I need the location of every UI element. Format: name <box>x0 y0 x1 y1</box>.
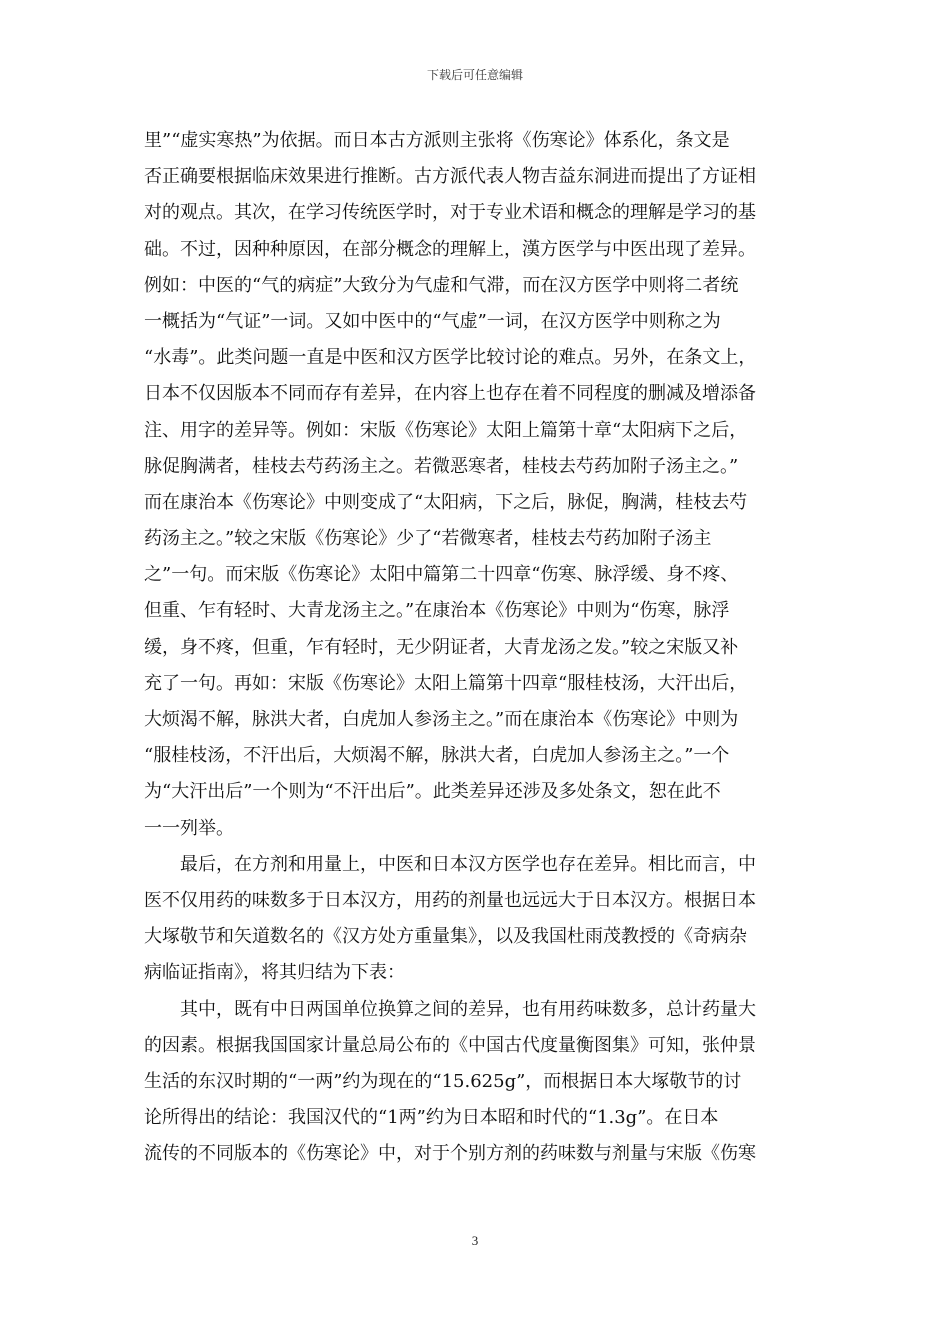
text-line: 的因素。根据我国国家计量总局公布的《中国古代度量衡图集》可知，张仲景 <box>144 1034 756 1056</box>
text-line: 论所得出的结论：我国汉代的“1两”约为日本昭和时代的“1.3g”。在日本 <box>144 1107 719 1129</box>
text-line: 其中，既有中日两国单位换算之间的差异，也有用药味数多，总计药量大 <box>180 998 756 1020</box>
text-line: 否正确要根据临床效果进行推断。古方派代表人物吉益东洞进而提出了方证相 <box>144 166 756 188</box>
text-line: 注、用字的差异等。例如：宋版《伤寒论》太阳上篇第十章“太阳病下之后， <box>144 419 748 441</box>
text-line: 生活的东汉时期的“一两”约为现在的“15.625g”，而根据日本大塚敬节的讨 <box>144 1070 742 1092</box>
body-text <box>144 123 808 1172</box>
text-line: 充了一句。再如：宋版《伤寒论》太阳上篇第十四章“服桂枝汤，大汗出后， <box>144 672 748 694</box>
text-line: 例如：中医的“气的病症”大致分为气虚和气滞，而在汉方医学中则将二者统 <box>144 274 739 296</box>
page-number: 3 <box>471 1233 479 1248</box>
text-line: 缓，身不疼，但重，乍有轻时，无少阴证者，大青龙汤之发。”较之宋版又补 <box>144 636 739 658</box>
text-line: 日本不仅因版本不同而存有差异，在内容上也存在着不同程度的删减及增添备 <box>144 383 756 405</box>
text-line: 础。不过，因种种原因，在部分概念的理解上，漢方医学与中医出现了差异。 <box>144 238 756 260</box>
text-line: 大塚敬节和矢道数名的《汉方处方重量集》，以及我国杜雨茂教授的《奇病杂 <box>144 926 747 948</box>
text-line: 流传的不同版本的《伤寒论》中，对于个别方剂的药味数与剂量与宋版《伤寒 <box>144 1143 756 1165</box>
text-line: 药汤主之。”较之宋版《伤寒论》少了“若微寒者，桂枝去芍药加附子汤主 <box>144 528 712 550</box>
text-line: 而在康治本《伤寒论》中则变成了“太阳病，下之后，脉促，胸满，桂枝去芍 <box>144 491 748 513</box>
text-line: 大烦渴不解，脉洪大者，白虎加人参汤主之。”而在康治本《伤寒论》中则为 <box>144 709 739 730</box>
text-line: 为“大汗出后”一个则为“不汗出后”。此类差异还涉及多处条文，恕在此不 <box>144 781 721 803</box>
text-line: 一概括为“气证”一词。又如中医中的“气虚”一词，在汉方医学中则称之为 <box>144 310 721 332</box>
text-line: “服桂枝汤，不汗出后，大烦渴不解，脉洪大者，白虎加人参汤主之。”一个 <box>144 745 730 767</box>
page-header: 下载后可任意编辑 <box>426 68 523 82</box>
text-line: 医不仅用药的味数多于日本汉方，用药的剂量也远远大于日本汉方。根据日本 <box>144 889 756 911</box>
text-line: 一一列举。 <box>144 817 234 839</box>
text-line: 里”“虚实寒热”为依据。而日本古方派则主张将《伤寒论》体系化，条文是 <box>144 130 730 151</box>
text-line: 脉促胸满者，桂枝去芍药汤主之。若微恶寒者，桂枝去芍药加附子汤主之。” <box>144 455 739 477</box>
text-line: “水毒”。此类问题一直是中医和汉方医学比较讨论的难点。另外，在条文上， <box>144 347 757 369</box>
text-line: 最后，在方剂和用量上，中医和日本汉方医学也存在差异。相比而言，中 <box>180 853 756 875</box>
text-line: 之”一句。而宋版《伤寒论》太阳中篇第二十四章“伤寒、脉浮缓、身不疼、 <box>144 564 739 586</box>
text-line: 对的观点。其次，在学习传统医学时，对于专业术语和概念的理解是学习的基 <box>144 202 756 224</box>
text-line: 但重、乍有轻时、大青龙汤主之。”在康治本《伤寒论》中则为“伤寒，脉浮 <box>144 600 730 622</box>
text-line: 病临证指南》，将其归结为下表： <box>144 962 405 984</box>
